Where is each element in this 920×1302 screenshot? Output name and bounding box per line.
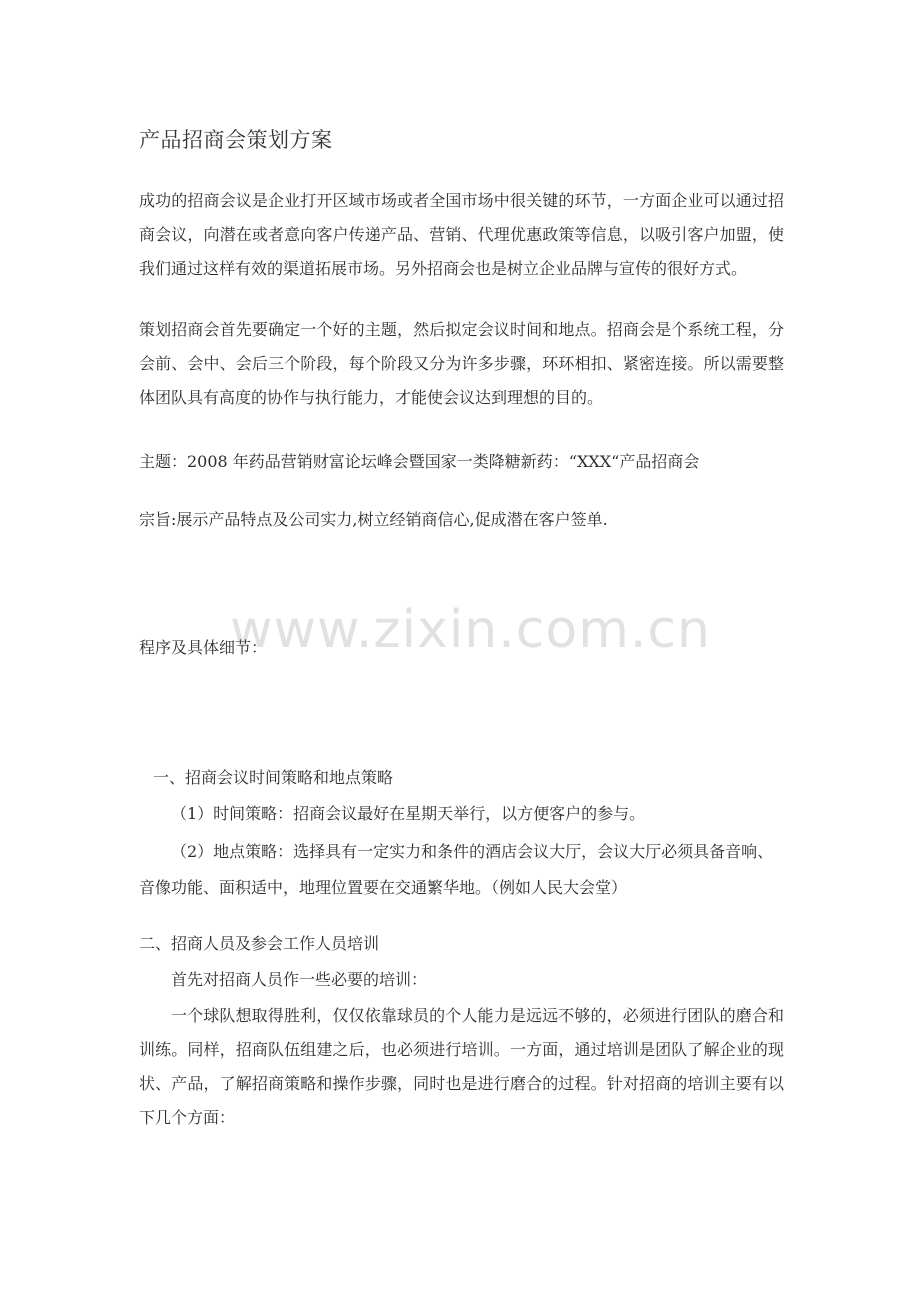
section-1-item-2-line-2: 音像功能、面积适中，地理位置要在交通繁华地。（例如人民大会堂） — [139, 878, 628, 897]
theme-line: 主题：2008 年药品营销财富论坛峰会暨国家一类降糖新药：“XXX“产品招商会 — [139, 452, 700, 471]
intro-paragraph-1: 成功的招商会议是企业打开区域市场或者全国市场中很关键的环节，一方面企业可以通过招商会议，向潜在或者意向客户传递产品、营销、代理优惠政策等信息，以吸引客户加盟，使我们通过这样有效的渠道拓展市场。另外招商会也是树立企业品牌与宣传的很好方式。 — [139, 191, 784, 278]
section-2-heading: 二、招商人员及参会工作人员培训 — [139, 934, 380, 953]
section-2-paragraph: 一个球队想取得胜利，仅仅依靠球员的个人能力是远远不够的，必须进行团队的磨合和训练。同样，招商队伍组建之后，也必须进行培训。一方面，通过培训是团队了解企业的现状、产品，了解招商策略和操作步骤，同时也是进行磨合的过程。针对招商的培训主要有以下几个方面： — [139, 1006, 784, 1127]
section-1-heading: 一、招商会议时间策略和地点策略 — [153, 768, 394, 787]
document-title: 产品招商会策划方案 — [139, 128, 333, 152]
intro-paragraph-2: 策划招商会首先要确定一个好的主题，然后拟定会议时间和地点。招商会是个系统工程，分会前、会中、会后三个阶段，每个阶段又分为许多步骤，环环相扣、紧密连接。所以需要整体团队具有高度的协作与执行能力，才能使会议达到理想的目的。 — [139, 320, 784, 407]
section-1-item-1: （1）时间策略：招商会议最好在星期天举行，以方便客户的参与。 — [171, 804, 646, 823]
watermark: www.zixin.com.cn — [230, 600, 711, 660]
section-1-item-2-line-1: （2）地点策略：选择具有一定实力和条件的酒店会议大厅，会议大厅必须具备音响、 — [171, 842, 774, 861]
section-2-intro: 首先对招商人员作一些必要的培训： — [171, 970, 428, 989]
procedure-heading: 程序及具体细节： — [139, 638, 268, 657]
purpose-line: 宗旨:展示产品特点及公司实力,树立经销商信心,促成潜在客户签单. — [139, 510, 608, 529]
